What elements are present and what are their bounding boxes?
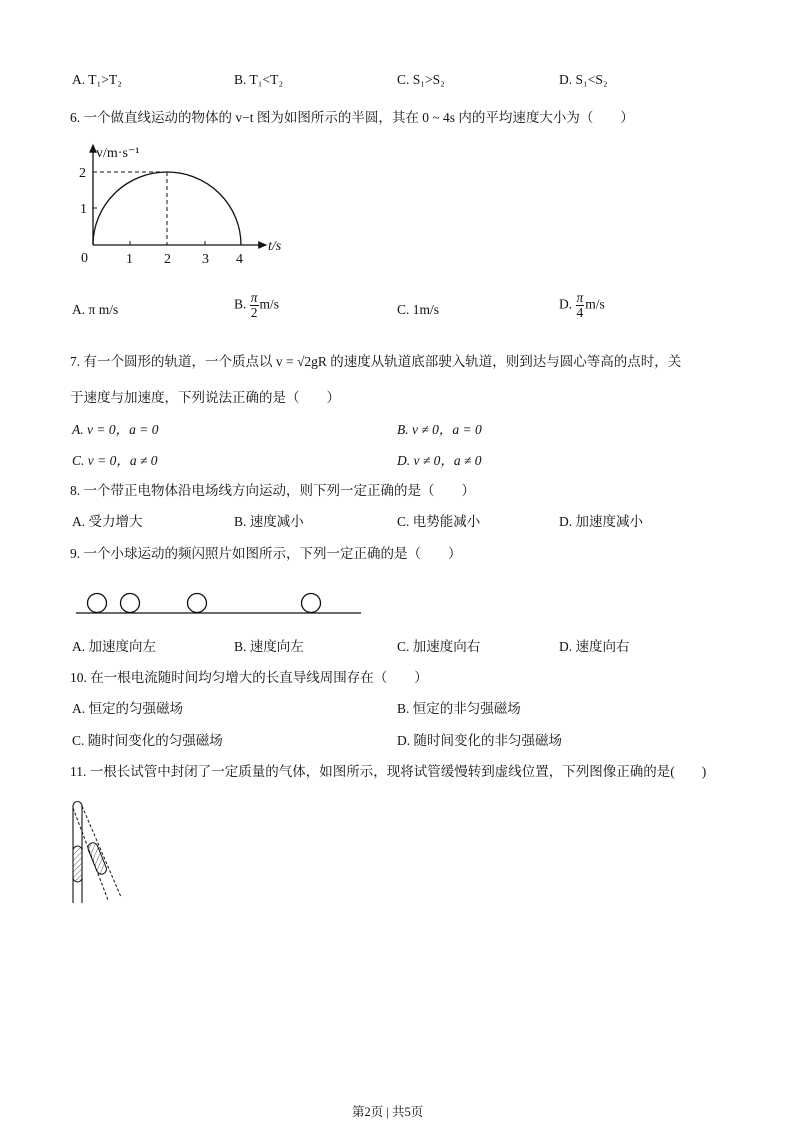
mercury-column	[73, 846, 82, 882]
q9-stem: 9. 一个小球运动的频闪照片如图所示，下列一定正确的是（ ）	[70, 546, 462, 561]
q7-stem-line1: 7. 有一个圆形的轨道，一个质点以 v = √2gR 的速度从轨道底部驶入轨道，则到达与圆心等高的点时，关	[70, 354, 682, 369]
q10-option-d: D. 随时间变化的非匀强磁场	[397, 733, 562, 748]
q7-option-c: C. v = 0，a ≠ 0	[72, 453, 158, 468]
q5-option-d: D. S₁<S₂	[559, 72, 608, 87]
q8-stem: 8. 一个带正电物体沿电场线方向运动，则下列一定正确的是（ ）	[70, 483, 475, 498]
y-tick: 2	[79, 166, 86, 181]
ball-icon	[121, 594, 140, 613]
q6-option-c: C. 1m/s	[397, 302, 440, 317]
q5-option-c: C. S₁>S₂	[397, 72, 445, 87]
q9-option-a: A. 加速度向左	[72, 639, 156, 654]
q8-option-a: A. 受力增大	[72, 514, 143, 529]
q9-option-d: D. 速度向右	[559, 639, 630, 654]
y-tick: 1	[80, 202, 87, 217]
q10-option-b: B. 恒定的非匀强磁场	[397, 701, 521, 716]
q10-option-a: A. 恒定的匀强磁场	[72, 701, 183, 716]
q7-option-d: D. v ≠ 0，a ≠ 0	[397, 453, 482, 468]
q7-stem-line2: 于速度与加速度，下列说法正确的是（ ）	[70, 390, 340, 405]
x-tick: 3	[202, 252, 209, 267]
q6-option-d: D. $\frac{\pi}{4}$ m/s	[559, 290, 605, 320]
ball-icon	[88, 594, 107, 613]
page-footer: 第2页 | 共5页	[352, 1105, 424, 1119]
y-axis-label: v/m·s⁻¹	[96, 146, 140, 161]
q7-option-a: A. v = 0，a = 0	[72, 422, 159, 437]
q6-option-a: A. π m/s	[72, 302, 119, 317]
test-tube-figure	[73, 802, 121, 904]
q8-option-c: C. 电势能减小	[397, 514, 481, 529]
q6-stem: 6. 一个做直线运动的物体的 v−t 图为如图所示的半圆，其在 0 ~ 4s 内的平均速度大小为（ ）	[70, 110, 634, 125]
strobe-photo-figure	[76, 594, 361, 614]
x-tick: 2	[164, 252, 171, 267]
x-tick: 1	[126, 252, 133, 267]
x-axis-label: t/s	[268, 239, 282, 254]
q8-option-d: D. 加速度减小	[559, 514, 643, 529]
origin-label: 0	[81, 251, 88, 266]
q7-option-b: B. v ≠ 0，a = 0	[397, 422, 482, 437]
q5-option-a: A. T₁>T₂	[72, 72, 122, 87]
q10-stem: 10. 在一根电流随时间均匀增大的长直导线周围存在（ ）	[70, 670, 428, 685]
q10-option-c: C. 随时间变化的匀强磁场	[72, 733, 223, 748]
q5-option-b: B. T₁<T₂	[234, 72, 284, 87]
q9-option-b: B. 速度向左	[234, 639, 304, 654]
ball-icon	[302, 594, 321, 613]
q11-stem: 11. 一根长试管中封闭了一定质量的气体，如图所示，现将试管缓慢转到虚线位置，下列图像正确的是( )	[70, 764, 707, 779]
q9-option-c: C. 加速度向右	[397, 639, 481, 654]
ball-icon	[188, 594, 207, 613]
q8-option-b: B. 速度减小	[234, 514, 304, 529]
x-tick: 4	[236, 252, 243, 267]
q6-option-b: B. $\frac{\pi}{2}$ m/s	[234, 290, 280, 320]
